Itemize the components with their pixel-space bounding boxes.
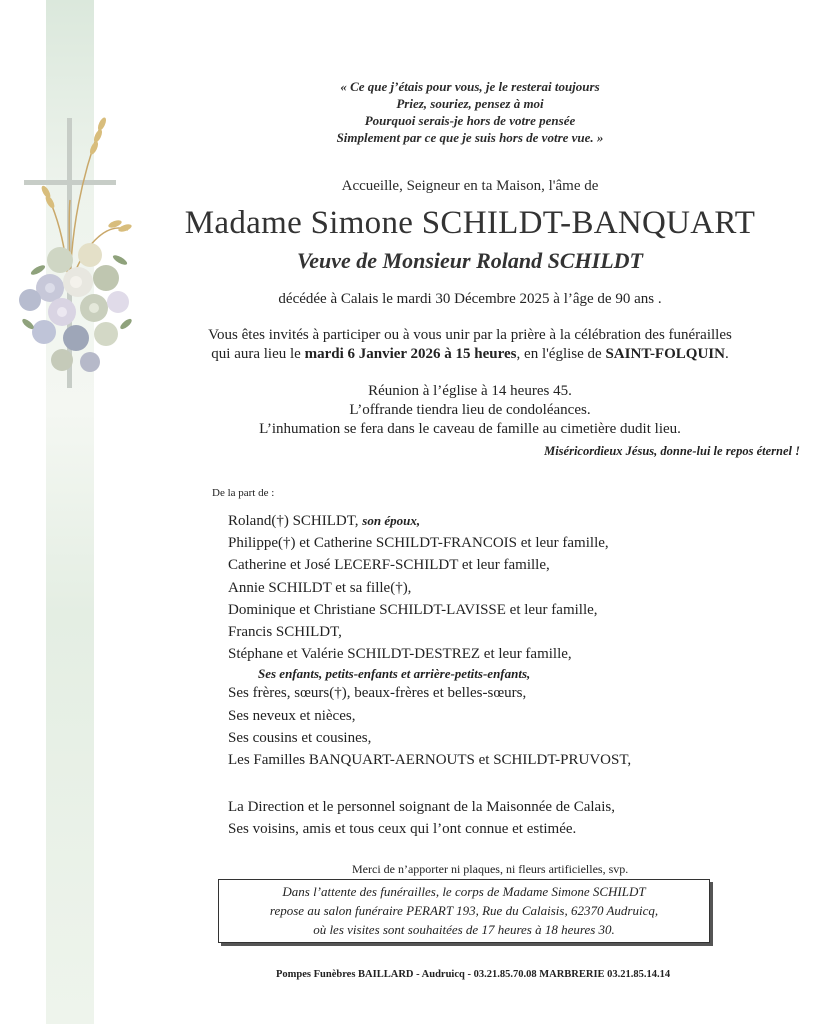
invitation-line-1: Vous êtes invités à participer ou à vous unir par la prière à la célébration des funérailles bbox=[208, 327, 732, 343]
list-item: Francis SCHILDT, bbox=[228, 624, 342, 641]
flowers-request: Merci de n’apporter ni plaques, ni fleurs artificielles, svp. bbox=[352, 862, 629, 876]
deceased-name: Madame Simone SCHILDT-BANQUART bbox=[184, 205, 756, 241]
visitation-box bbox=[218, 879, 710, 943]
funeral-invitation bbox=[150, 326, 790, 364]
list-item: Ses neveux et nièces, bbox=[228, 707, 356, 724]
invitation-line-2 bbox=[150, 345, 790, 364]
list-item: Annie SCHILDT et sa fille(†), bbox=[228, 579, 412, 596]
welcome-line: Accueille, Seigneur en ta Maison, l'âme de bbox=[341, 178, 599, 194]
other-mourners bbox=[228, 796, 615, 840]
invite-text: qui aura lieu le bbox=[211, 346, 305, 362]
list-item: Philippe(†) et Catherine SCHILDT-FRANCOIS et leur famille, bbox=[228, 535, 609, 552]
poem-line: « Ce que j’étais pour vous, je le resterai toujours bbox=[340, 79, 600, 94]
meeting-line: Réunion à l’église à 14 heures 45. bbox=[368, 383, 572, 399]
spouse-name: Roland(†) SCHILDT, bbox=[228, 513, 359, 529]
children-caption: Ses enfants, petits-enfants et arrière-petits-enfants, bbox=[258, 666, 531, 682]
visitation-line: Dans l’attente des funérailles, le corps de Madame Simone SCHILDT bbox=[282, 884, 646, 899]
list-item: Ses voisins, amis et tous ceux qui l’ont connue et estimée. bbox=[228, 821, 577, 837]
list-item: Stéphane et Valérie SCHILDT-DESTREZ et leur famille, bbox=[228, 646, 572, 663]
list-item: Ses frères, sœurs(†), beaux-frères et belles-sœurs, bbox=[228, 685, 527, 702]
death-notice: décédée à Calais le mardi 30 Décembre 2025 à l’âge de 90 ans . bbox=[278, 291, 662, 307]
funeral-date: mardi 6 Janvier 2026 à 15 heures bbox=[304, 346, 517, 362]
poem-line: Priez, souriez, pensez à moi bbox=[396, 96, 544, 111]
list-item bbox=[228, 510, 631, 532]
visitation-line: repose au salon funéraire PERART 193, Rue du Calaisis, 62370 Audruicq, bbox=[269, 903, 659, 918]
poem-line: Pourquoi serais-je hors de votre pensée bbox=[364, 113, 576, 128]
burial-line: L’inhumation se fera dans le caveau de famille au cimetière dudit lieu. bbox=[259, 421, 681, 437]
ceremony-details bbox=[150, 382, 790, 439]
on-behalf-of-label: De la part de : bbox=[212, 487, 275, 499]
spouse-role: son époux, bbox=[362, 513, 421, 528]
list-item: Les Familles BANQUART-AERNOUTS et SCHILDT-PRUVOST, bbox=[228, 752, 632, 769]
flower-bouquet-icon bbox=[10, 110, 140, 380]
widow-line: Veuve de Monsieur Roland SCHILDT bbox=[297, 248, 643, 273]
list-item: Ses cousins et cousines, bbox=[228, 729, 372, 746]
offering-line: L’offrande tiendra lieu de condoléances. bbox=[349, 402, 591, 418]
invite-text: . bbox=[724, 346, 729, 362]
invite-text: , en l'église de bbox=[516, 346, 606, 362]
funeral-home-footer: Pompes Funèbres BAILLARD - Audruicq - 03.21.85.70.08 MARBRERIE 03.21.85.14.14 bbox=[276, 969, 671, 980]
list-item: Catherine et José LECERF-SCHILDT et leur famille, bbox=[228, 557, 550, 574]
list-item: La Direction et le personnel soignant de la Maisonnée de Calais, bbox=[228, 799, 615, 815]
poem-line: Simplement par ce que je suis hors de votre vue. » bbox=[336, 130, 604, 145]
visitation-line: où les visites sont souhaitées de 17 heures à 18 heures 30. bbox=[313, 922, 615, 937]
poem bbox=[150, 78, 790, 146]
prayer-line: Miséricordieux Jésus, donne-lui le repos éternel ! bbox=[544, 444, 800, 458]
church-name: SAINT-FOLQUIN bbox=[605, 346, 725, 362]
family-list bbox=[228, 510, 631, 771]
list-item: Dominique et Christiane SCHILDT-LAVISSE et leur famille, bbox=[228, 601, 598, 618]
